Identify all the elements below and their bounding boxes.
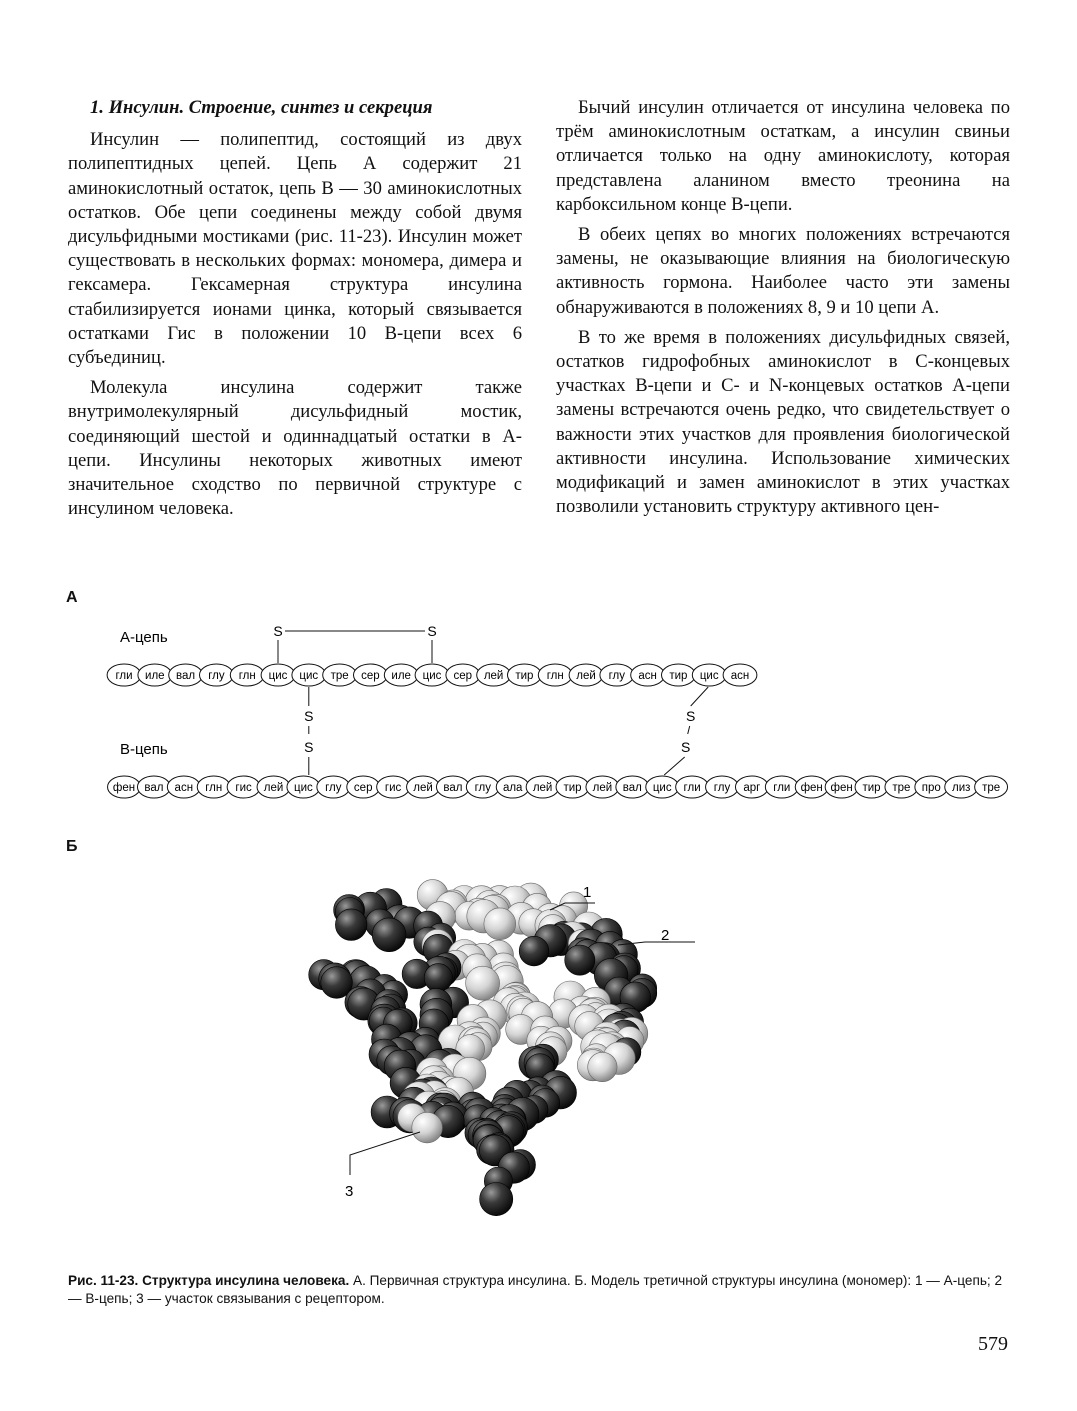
b-chain-residue	[496, 776, 529, 798]
b-chain-label: В-цепь	[120, 741, 168, 758]
b-chain-residue	[735, 776, 768, 798]
a-chain-residue	[384, 664, 418, 686]
a-chain-residue	[600, 664, 634, 686]
b-chain-residue-label: глн	[205, 782, 223, 794]
a-chain-atom	[412, 1112, 443, 1143]
a-chain-residue-label: глн	[546, 670, 564, 682]
a-chain-atom	[466, 966, 500, 1000]
b-chain-residue	[855, 776, 888, 798]
a-chain-residue	[292, 664, 326, 686]
paragraph: Инсулин — полипептид, состоящий из двух полипептидных цепей. Цепь А содержит 21 аминокислотный остаток, цепь В — 30 аминокислотных остатков. Обе цепи соединены между собой двумя дисульфидными мостиками (рис. 11-23). Инсулин может существовать в нескольких формах: мономера, димера и гексамера. Гексамерная структура инсулина стабилизируется ионами цинка, который связывается остатками Гис в положении 10 В-цепи всех 6 субъединиц.	[68, 129, 522, 369]
tertiary-structure-model	[300, 870, 720, 1240]
a-chain-residue	[631, 664, 665, 686]
b-chain-residue-label: гис	[235, 782, 252, 794]
b-chain-residue	[945, 776, 978, 798]
b-chain-residue	[257, 776, 290, 798]
a-chain-label: А-цепь	[120, 629, 168, 646]
b-chain-residue-label: глу	[474, 782, 492, 794]
a-chain-residue-label: глн	[238, 670, 256, 682]
caption-title: Рис. 11-23. Структура инсулина человека.	[68, 1273, 350, 1288]
b-chain-residue	[436, 776, 469, 798]
b-chain-residue	[706, 776, 739, 798]
b-chain-residue	[795, 776, 828, 798]
paragraph: Бычий инсулин отличается от инсулина человека по трём аминокислотным остаткам, а инсулин свиньи отличается только на одну аминокислоту, которая представлена аланином вместо треонина на карбоксильном конце В-цепи.	[556, 97, 1010, 215]
a-chain-residue-label: асн	[638, 670, 657, 682]
b-chain-residue-label: лей	[413, 782, 433, 794]
a-chain-residue-label: цис	[422, 670, 442, 682]
b-chain-residue	[137, 776, 170, 798]
b-chain-residue	[287, 776, 320, 798]
page-number: 579	[978, 1333, 1008, 1355]
bond-line	[664, 757, 685, 775]
a-chain-residue	[415, 664, 449, 686]
caption-text: А. Первичная структура инсулина. Б. Модель третичной структуры инсулина (мономер): 1 — А-цепь; 2 — В-цепь; 3 — участок связывания с рецептором.	[68, 1273, 1003, 1306]
a-chain-residue-label: цис	[268, 670, 288, 682]
b-chain-residue-label: цис	[652, 782, 672, 794]
a-chain-residue	[508, 664, 542, 686]
a-chain-residue	[477, 664, 511, 686]
b-chain-residue-label: ала	[502, 782, 523, 794]
bond-line	[688, 726, 690, 734]
a-chain-residue	[692, 664, 726, 686]
a-chain-residue-label: глу	[608, 670, 626, 682]
b-chain-residue	[317, 776, 350, 798]
a-chain-residue-label: сер	[453, 670, 473, 682]
b-chain-residue-label: асн	[174, 782, 194, 794]
a-chain-residue-label: цис	[299, 670, 319, 682]
a-chain-residue	[662, 664, 696, 686]
b-chain-residue-label: глу	[325, 782, 342, 794]
sulfur-label: S	[273, 623, 283, 639]
b-chain-residue	[347, 776, 380, 798]
a-chain-residue-label: лей	[483, 670, 504, 682]
b-chain-atom	[565, 945, 595, 975]
a-chain-residue	[169, 664, 203, 686]
a-chain-residue	[107, 664, 141, 686]
callout-1: 1	[583, 884, 592, 901]
sulfur-label: S	[304, 739, 314, 755]
a-chain-residue	[538, 664, 572, 686]
b-chain-residue	[765, 776, 798, 798]
b-chain-residue-label: гис	[384, 782, 402, 794]
a-chain-residue	[138, 664, 172, 686]
primary-structure-diagram	[0, 600, 1077, 810]
b-chain-residue-label: лей	[592, 782, 613, 794]
a-chain-residue-label: иле	[391, 670, 411, 682]
b-chain-residue-label: тре	[982, 782, 1001, 794]
b-chain-residue-label: цис	[294, 782, 313, 794]
callout-2: 2	[661, 927, 670, 944]
b-chain-residue	[975, 776, 1008, 798]
b-chain-residue	[676, 776, 709, 798]
a-chain-residue-label: гли	[115, 670, 133, 682]
panel-a-label: А	[66, 589, 78, 606]
b-chain-residue	[466, 776, 499, 798]
paragraph: В обеих цепях во многих положениях встречаются замены, не оказывающие влияния на биологическую активность гормона. Наиболее часто эти замены обнаруживаются в положениях 8, 9 и 10 цепи А.	[556, 224, 1010, 318]
b-chain-residue	[616, 776, 649, 798]
a-chain-residue-label: цис	[699, 670, 719, 682]
a-chain-residue-label: иле	[145, 670, 165, 682]
b-chain-residue-label: тир	[862, 782, 881, 794]
b-chain-residue-label: гли	[773, 782, 791, 794]
section-title: 1. Инсулин. Строение, синтез и секреция	[90, 97, 433, 118]
callout-3: 3	[345, 1183, 354, 1200]
b-chain-residue-label: гли	[683, 782, 701, 794]
bond-line	[691, 687, 709, 706]
paragraph: Молекула инсулина содержит также внутримолекулярный дисульфидный мостик, соединяющий шестой и одиннадцатый остатки в А-цепи. Инсулины некоторых животных имеют значительное сходство по первичной структуре с инсулином человека.	[68, 377, 522, 520]
b-chain-atom	[335, 909, 367, 941]
b-chain-residue	[526, 776, 559, 798]
b-chain-residue-label: про	[921, 782, 941, 794]
a-chain-residue-label: тир	[669, 670, 688, 682]
panel-b-label: Б	[66, 838, 78, 855]
figure-caption	[68, 1272, 1013, 1308]
sulfur-label: S	[304, 708, 314, 724]
b-chain-residue-label: сер	[353, 782, 373, 794]
b-chain-residue-label: фен	[800, 782, 823, 794]
a-chain-residue	[723, 664, 757, 686]
a-chain-residue-label: вал	[176, 670, 196, 682]
b-chain-atom	[424, 964, 452, 992]
b-chain-residue	[377, 776, 410, 798]
b-chain-residue-label: тир	[563, 782, 582, 794]
b-chain-residue	[197, 776, 230, 798]
a-chain-residue	[446, 664, 480, 686]
a-chain-residue-label: асн	[730, 670, 750, 682]
b-chain-atom	[519, 936, 549, 966]
sulfur-label: S	[427, 623, 437, 639]
a-chain-residue	[230, 664, 264, 686]
a-chain-atom	[588, 1052, 617, 1081]
a-chain-residue-label: тре	[330, 670, 349, 682]
b-chain-residue-label: вал	[622, 782, 642, 794]
b-chain-residue-label: вал	[443, 782, 463, 794]
a-chain-residue	[569, 664, 603, 686]
b-chain-residue-label: фен	[830, 782, 853, 794]
b-chain-residue	[915, 776, 948, 798]
a-chain-residue	[200, 664, 234, 686]
b-chain-residue-label: лей	[532, 782, 553, 794]
a-chain-atom	[484, 908, 516, 940]
b-chain-residue	[885, 776, 918, 798]
a-chain-residue-label: лей	[576, 670, 596, 682]
left-column	[68, 96, 522, 527]
b-chain-residue	[227, 776, 260, 798]
a-chain-residue	[354, 664, 388, 686]
b-chain-residue-label: глу	[713, 782, 731, 794]
b-chain-residue-label: вал	[144, 782, 164, 794]
b-chain-residue	[108, 776, 141, 798]
a-chain-residue-label: сер	[361, 670, 380, 682]
b-chain-residue	[407, 776, 440, 798]
right-column	[556, 96, 1010, 525]
a-chain-residue-label: тир	[515, 670, 534, 682]
b-chain-residue-label: лиз	[951, 782, 971, 794]
b-chain-residue	[167, 776, 200, 798]
a-chain-residue	[323, 664, 357, 686]
b-chain-residue-label: фен	[112, 782, 136, 794]
paragraph: В то же время в положениях дисульфидных связей, остатков гидрофобных аминокислот в С-концевых участках В-цепи и С- и N-концевых остатков А-цепи замены встречаются очень редко, что свидетельствует о важности этих участков для проявления биологической активности инсулина. Использование химических модификаций и замен аминокислот в этих участках позволили установить структуру активного цен-	[556, 326, 1010, 518]
b-chain-residue-label: арг	[743, 782, 761, 794]
b-chain-residue-label: тре	[892, 782, 911, 794]
a-chain-residue	[261, 664, 295, 686]
sulfur-label: S	[686, 708, 696, 724]
sulfur-label: S	[681, 739, 691, 755]
b-chain-residue	[556, 776, 589, 798]
b-chain-residue	[825, 776, 858, 798]
b-chain-residue	[586, 776, 619, 798]
b-chain-atom	[480, 1183, 513, 1216]
b-chain-atom	[372, 918, 406, 952]
b-chain-residue	[646, 776, 679, 798]
b-chain-residue-label: лей	[263, 782, 284, 794]
a-chain-residue-label: глу	[208, 670, 225, 682]
